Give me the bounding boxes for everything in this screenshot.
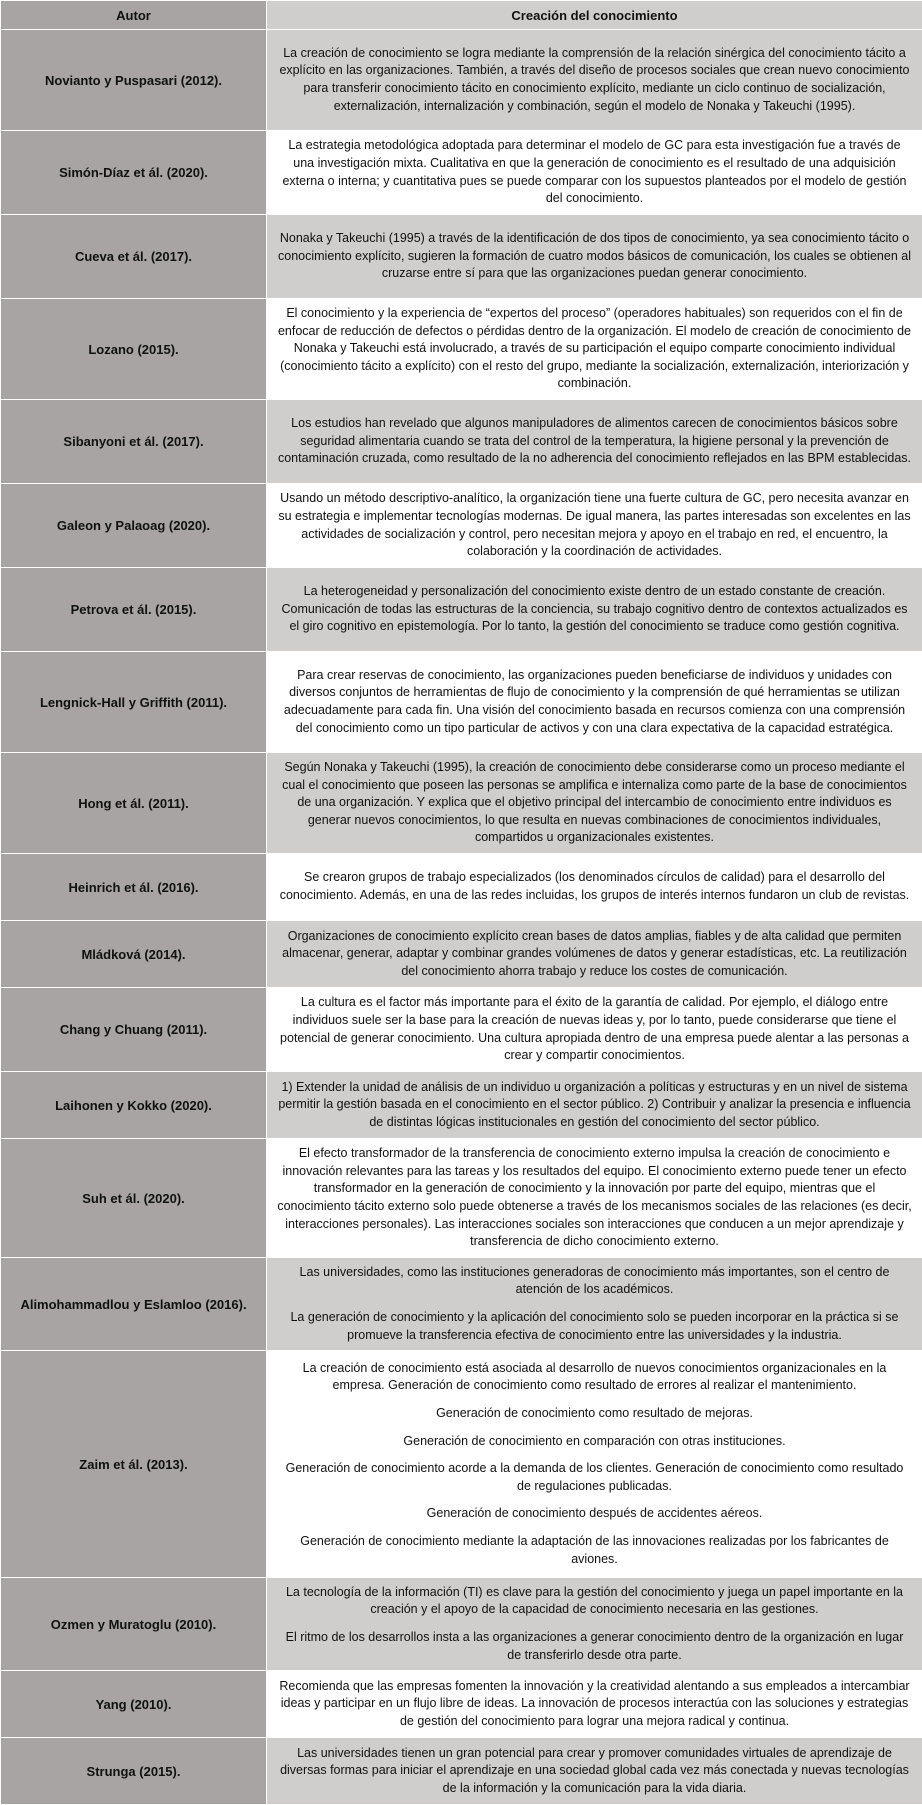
author-cell: Chang y Chuang (2011). xyxy=(1,988,267,1072)
content-cell xyxy=(267,400,922,484)
content-cell xyxy=(267,484,922,568)
table-row xyxy=(1,400,922,484)
table-row xyxy=(1,131,922,215)
content-paragraph: Las universidades tienen un gran potencial para crear y promover comunidades virtuales de aprendizaje de diversas formas para iniciar el aprendizaje en una sociedad global cada vez más conectada y nuevas tecnologías de la información y la comunicación para la vida diaria. xyxy=(280,1745,909,1795)
content-paragraph: Los estudios han revelado que algunos manipuladores de alimentos carecen de conocimientos básicos sobre seguridad alimentaria cuando se trata del control de la temperatura, la higiene personal y la prevención de contaminación cruzada, como resultado de la no adherencia del conocimiento reflejados en las BPM establecidas. xyxy=(277,416,911,466)
author-cell: Heinrich et ál. (2016). xyxy=(1,854,267,921)
author-cell: Lozano (2015). xyxy=(1,299,267,400)
content-cell xyxy=(267,1072,922,1139)
content-paragraph: La heterogeneidad y personalización del conocimiento existe dentro de un estado constante de creación. Comunicación de todas las estructuras de la conciencia, su trabajo cognitivo dentro de contextos actualizados es el giro cognitivo en epistemología. Por lo tanto, la gestión del conocimiento se traduce como gestión cognitiva. xyxy=(281,584,908,634)
content-paragraph: Para crear reservas de conocimiento, las organizaciones pueden beneficiarse de individuos y unidades con diversos conjuntos de herramientas de flujo de conocimiento y la comprensión de qué herramientas se utilizan adecuadamente para cada fin. Una visión del conocimiento basada en recursos comienza con una comprensión del conocimiento como un tipo particular de activos y con una clara expectativa de la capacidad estratégica. xyxy=(283,667,906,735)
content-column-header: Creación del conocimiento xyxy=(267,1,922,30)
author-cell: Petrova et ál. (2015). xyxy=(1,568,267,652)
content-cell xyxy=(267,1738,922,1805)
content-cell xyxy=(267,299,922,400)
author-column-header: Autor xyxy=(1,1,267,30)
content-cell xyxy=(267,1258,922,1351)
content-paragraph: Generación de conocimiento en comparación con otras instituciones. xyxy=(403,1433,786,1448)
content-paragraph: Generación de conocimiento como resultado de mejoras. xyxy=(436,1406,753,1421)
content-paragraph: Según Nonaka y Takeuchi (1995), la creación de conocimiento debe considerarse como un proceso mediante el cual el conocimiento que poseen las personas se amplifica e internaliza como parte de la base de conocimientos de una organización. Y explica que el objetivo principal del intercambio de conocimiento entre individuos es generar nuevos conocimientos, lo que resulta en nuevas combinaciones de conocimientos individuales, compartidos u organizacionales existentes. xyxy=(282,760,907,845)
table-row xyxy=(1,484,922,568)
author-cell: Lengnick-Hall y Griffith (2011). xyxy=(1,652,267,753)
content-paragraph: La creación de conocimiento se logra mediante la comprensión de la relación sinérgica del conocimiento tácito a explícito en las organizaciones. También, a través del diseño de procesos sociales que crean nuevo conocimiento para transferir conocimiento tácito en conocimiento explícito, mediante un ciclo continuo de socialización, externalización, internalización y combinación, según el modelo de Nonaka y Takeuchi (1995). xyxy=(279,45,910,113)
content-paragraph: La cultura es el factor más importante para el éxito de la garantía de calidad. Por ejemplo, el diálogo entre individuos suele ser la base para la creación de nuevas ideas y, por lo tanto, puede considerarse que tiene el potencial de generar conocimiento. Una cultura apropiada dentro de una empresa puede alentar a las personas a crear y compartir conocimientos. xyxy=(280,995,909,1063)
content-paragraph: 1) Extender la unidad de análisis de un individuo u organización a políticas y estructuras y en un nivel de sistema permitir la gestión basada en el conocimiento en el sector público. 2) Contribuir y analizar la presencia e influencia de distintas lógicas institucionales en gestión del conocimiento del sector público. xyxy=(278,1079,911,1129)
author-cell: Simón-Díaz et ál. (2020). xyxy=(1,131,267,215)
table-row xyxy=(1,299,922,400)
content-cell xyxy=(267,1351,922,1578)
content-paragraph: Las universidades, como las instituciones generadoras de conocimiento más importantes, son el centro de atención de los académicos. xyxy=(299,1264,890,1297)
table-row xyxy=(1,753,922,854)
author-cell: Hong et ál. (2011). xyxy=(1,753,267,854)
content-cell xyxy=(267,652,922,753)
content-paragraph: Organizaciones de conocimiento explícito crean bases de datos amplias, fiables y de alta calidad que permiten almacenar, generar, adaptar y combinar grandes volúmenes de datos y generar estadísticas, etc. La reutilización del conocimiento ahorra trabajo y reduce los costes de comunicación. xyxy=(282,928,907,978)
content-cell xyxy=(267,215,922,299)
content-paragraph: El conocimiento y la experiencia de “expertos del proceso” (operadores habituales) son requeridos con el fin de enfocar de reducción de defectos o pérdidas dentro de la organización. El modelo de creación de conocimiento de Nonaka y Takeuchi está involucrado, a través de su participación el equipo comparte conocimiento individual (conocimiento tácito a explícito) con el resto del grupo, mediante la socialización, externalización, interiorización y combinación. xyxy=(277,306,912,391)
author-cell: Suh et ál. (2020). xyxy=(1,1139,267,1258)
content-cell xyxy=(267,1671,922,1738)
content-paragraph: Generación de conocimiento después de accidentes aéreos. xyxy=(426,1506,763,1521)
content-paragraph: Generación de conocimiento acorde a la demanda de los clientes. Generación de conocimiento como resultado de regulaciones publicadas. xyxy=(285,1461,904,1493)
table-row xyxy=(1,1139,922,1258)
content-cell xyxy=(267,131,922,215)
content-paragraph: La creación de conocimiento está asociada al desarrollo de nuevos conocimientos organizacionales en la empresa. Generación de conocimiento como resultado de errores al realizar el mantenimiento. xyxy=(302,1360,887,1393)
content-paragraph: La estrategia metodológica adoptada para determinar el modelo de GC para esta investigación fue a través de una investigación mixta. Cualitativa en que la generación de conocimiento es el resultado de una adquisición externa o interna; y cuantitativa pues se puede comparar con los supuestos planteados por el modelo de gestión del conocimiento. xyxy=(282,138,907,206)
content-paragraph: Nonaka y Takeuchi (1995) a través de la identificación de dos tipos de conocimiento, ya sea conocimiento tácito o conocimiento explícito, sugieren la formación de cuatro modos básicos de comunicación, los cuales se obtienen al cruzarse entre sí para que las organizaciones puedan generar conocimiento. xyxy=(278,231,911,281)
author-cell: Alimohammadlou y Eslamloo (2016). xyxy=(1,1258,267,1351)
author-cell: Galeon y Palaoag (2020). xyxy=(1,484,267,568)
header-row xyxy=(1,1,922,30)
author-cell: Zaim et ál. (2013). xyxy=(1,1351,267,1578)
author-cell: Strunga (2015). xyxy=(1,1738,267,1805)
table-row xyxy=(1,215,922,299)
table-row xyxy=(1,921,922,988)
content-cell xyxy=(267,568,922,652)
content-cell xyxy=(267,1578,922,1671)
content-paragraph: Se crearon grupos de trabajo especializados (los denominados círculos de calidad) para el desarrollo del conocimiento. Además, en una de las redes incluidas, los grupos de interés internos fundaron un club de revistas. xyxy=(279,870,910,902)
table-row xyxy=(1,1578,922,1671)
author-cell: Yang (2010). xyxy=(1,1671,267,1738)
content-paragraph: Recomienda que las empresas fomenten la innovación y la creatividad alentando a sus empleados a intercambiar ideas y participar en un flujo libre de ideas. La innovación de procesos interactúa con las soluciones y estrategias de gestión del conocimiento para lograr una mejora radical y continua. xyxy=(279,1678,910,1728)
table-row xyxy=(1,1351,922,1578)
table-row xyxy=(1,854,922,921)
table-row xyxy=(1,1072,922,1139)
author-cell: Sibanyoni et ál. (2017). xyxy=(1,400,267,484)
content-cell xyxy=(267,988,922,1072)
content-paragraph: Usando un método descriptivo-analítico, la organización tiene una fuerte cultura de GC, pero necesita avanzar en su estrategia e implementar tecnologías modernas. De igual manera, las partes interesadas son excelentes en las actividades de socialización y control, pero necesitan mejora y apoyo en el trabajo en red, el encuentro, la colaboración y la coordinación de actividades. xyxy=(278,491,911,559)
author-cell: Laihonen y Kokko (2020). xyxy=(1,1072,267,1139)
table-row xyxy=(1,652,922,753)
table-row xyxy=(1,1738,922,1805)
content-cell xyxy=(267,921,922,988)
content-cell xyxy=(267,753,922,854)
author-cell: Novianto y Puspasari (2012). xyxy=(1,30,267,131)
table-body xyxy=(1,30,922,1805)
table-row xyxy=(1,988,922,1072)
content-paragraph: Generación de conocimiento mediante la adaptación de las innovaciones realizadas por los fabricantes de aviones. xyxy=(300,1533,889,1566)
content-paragraph: La tecnología de la información (TI) es clave para la gestión del conocimiento y juega un papel importante en la creación y el apoyo de la capacidad de conocimiento necesaria en las gestiones. xyxy=(285,1584,904,1617)
content-cell xyxy=(267,854,922,921)
table-row xyxy=(1,1258,922,1351)
author-cell: Ozmen y Muratoglu (2010). xyxy=(1,1578,267,1671)
author-cell: Cueva et ál. (2017). xyxy=(1,215,267,299)
table-row xyxy=(1,30,922,131)
content-paragraph: La generación de conocimiento y la aplicación del conocimiento solo se pueden incorporar en la práctica si se promueve la transferencia efectiva de conocimiento entre las universidades y la industria. xyxy=(290,1310,899,1342)
table-row xyxy=(1,1671,922,1738)
author-cell: Mládková (2014). xyxy=(1,921,267,988)
table-row xyxy=(1,568,922,652)
content-cell xyxy=(267,1139,922,1258)
content-cell xyxy=(267,30,922,131)
content-paragraph: El ritmo de los desarrollos insta a las organizaciones a generar conocimiento dentro de la organización en lugar de transferirlo desde otra parte. xyxy=(285,1630,904,1662)
content-paragraph: El efecto transformador de la transferencia de conocimiento externo impulsa la creación de conocimiento e innovación relevantes para las tareas y los resultados del equipo. El conocimiento externo puede tener un efecto transformador en la generación de conocimiento y la innovación por parte del equipo, mientras que el conocimiento tácito externo solo puede obtenerse a través de los mecanismos sociales de las relaciones (es decir, interacciones personales). Las interacciones sociales son interacciones que conducen a un mejor aprendizaje y transferencia de dicho conocimiento externo. xyxy=(277,1146,912,1249)
